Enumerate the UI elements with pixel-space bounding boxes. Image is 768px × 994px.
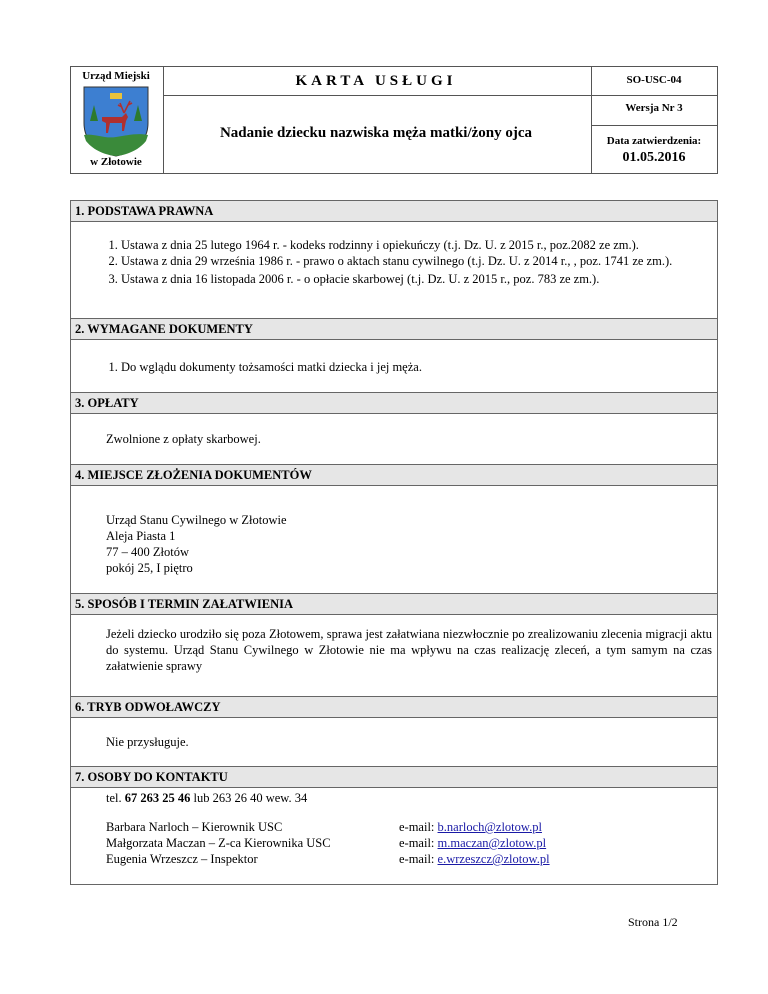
email-label: e-mail:: [399, 852, 438, 866]
service-title: Nadanie dziecku nazwiska męża matki/żony ojca: [219, 125, 533, 141]
section-body: [70, 788, 718, 885]
email-link[interactable]: e.wrzeszcz@zlotow.pl: [437, 852, 550, 866]
section-heading: 5. SPOSÓB I TERMIN ZAŁATWIENIA: [70, 593, 718, 615]
section-body: [70, 222, 718, 319]
phone-suffix: lub 263 26 40 wew. 34: [190, 791, 308, 805]
contact-name: Barbara Narloch – Kierownik USC: [106, 820, 283, 834]
approval-label: Data zatwierdzenia:: [606, 135, 702, 147]
fees-text: Zwolnione z opłaty skarbowej.: [106, 432, 261, 446]
list-item: 3. Ustawa z dnia 16 listopada 2006 r. - o opłacie skarbowej (t.j. Dz. U. z 2015 r., poz. 783 ze zm.).: [121, 271, 711, 287]
address-line: Aleja Piasta 1: [106, 529, 176, 543]
list-item: 1. Ustawa z dnia 25 lutego 1964 r. - kodeks rodzinny i opiekuńczy (t.j. Dz. U. z 2015 r., poz.2082 ze zm.).: [121, 237, 711, 253]
legal-basis-list: [101, 237, 711, 287]
contact-emails: [399, 819, 550, 867]
phone-number: 67 263 25 46: [124, 791, 191, 805]
city-crest-icon: [80, 83, 152, 157]
list-item: 1. Do wglądu dokumenty tożsamości matki dziecka i jej męża.: [121, 359, 711, 375]
email-row: [399, 819, 550, 835]
section-body: [70, 615, 718, 697]
address-line: 77 – 400 Złotów: [106, 545, 189, 559]
appeal-text: Nie przysługuje.: [106, 735, 189, 749]
address-line: pokój 25, I piętro: [106, 561, 193, 575]
handling-text: Jeżeli dziecko urodziło się poza Złotowem, sprawa jest załatwiana niezwłocznie po zrealizowaniu zlecenia migracji aktu do systemu. Urząd Stanu Cywilnego w Złotowie nie ma wpływu na czas realizację zleceń, a tym samym na czas załatwienie sprawy: [106, 627, 712, 673]
email-row: [399, 851, 550, 867]
email-label: e-mail:: [399, 836, 438, 850]
phone-prefix: tel.: [106, 791, 125, 805]
email-link[interactable]: b.narloch@zlotow.pl: [437, 820, 542, 834]
section-body: [70, 414, 718, 465]
approval-date: 01.05.2016: [622, 150, 686, 165]
section-body: [70, 340, 718, 393]
section-heading: 4. MIEJSCE ZŁOŻENIA DOKUMENTÓW: [70, 464, 718, 486]
address-line: Urząd Stanu Cywilnego w Złotowie: [106, 513, 287, 527]
required-docs-list: [101, 359, 711, 375]
doc-code: SO-USC-04: [626, 74, 682, 86]
list-item: 2. Ustawa z dnia 29 września 1986 r. - prawo o aktach stanu cywilnego (t.j. Dz. U. z 2014 r., , poz. 1741 ze zm.).: [121, 253, 711, 269]
section-heading: 2. WYMAGANE DOKUMENTY: [70, 318, 718, 340]
email-label: e-mail:: [399, 820, 438, 834]
contact-names: [106, 819, 331, 867]
email-link[interactable]: m.maczan@zlotow.pl: [437, 836, 547, 850]
office-name-top: Urząd Miejski: [82, 70, 150, 82]
section-body: [70, 486, 718, 594]
section-heading: 1. PODSTAWA PRAWNA: [70, 200, 718, 222]
doc-version: Wersja Nr 3: [625, 102, 683, 114]
address-block: [106, 512, 287, 576]
page-number: Strona 1/2: [628, 915, 678, 929]
section-heading: 3. OPŁATY: [70, 392, 718, 414]
section-heading: 6. TRYB ODWOŁAWCZY: [70, 696, 718, 718]
section-body: [70, 718, 718, 767]
section-heading: 7. OSOBY DO KONTAKTU: [70, 766, 718, 788]
contact-name: Eugenia Wrzeszcz – Inspektor: [106, 852, 258, 866]
email-row: [399, 835, 550, 851]
doc-type-title: KARTA USŁUGI: [295, 73, 457, 89]
phone-line: [106, 790, 307, 806]
office-name-bottom: w Złotowie: [90, 156, 142, 168]
contact-name: Małgorzata Maczan – Z-ca Kierownika USC: [106, 836, 331, 850]
